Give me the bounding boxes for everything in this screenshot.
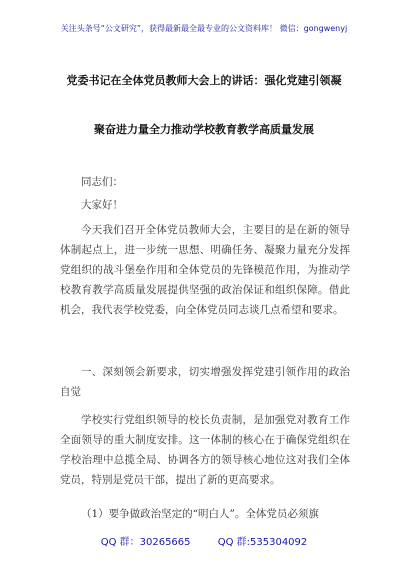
paragraph-leadership-system: 学校实行党组织领导的校长负责制，是加强党对教育工作全面领导的重大制度安排。这一体制的核心在于确保党组织在学校治理中总揽全局、协调各方的领导核心地位这对我们全体党员，特别是党员干部，提出了新的更高要求。	[60, 414, 350, 486]
header-promo-note: 关注头条号“公文研究”，获得最新最全最专业的公文资料库！ 微信：gongwenyj	[60, 24, 348, 33]
footer-qq-group-2: QQ 群:535304092	[217, 537, 308, 548]
footer-qq-groups	[0, 533, 408, 548]
salutation-comrades: 同志们：	[81, 176, 123, 188]
paragraph-opening: 今天我们召开全体党员教师大会，主要目的是在新的领导体制起点上，进一步统一思想、明确任务、凝聚力量充分发挥党组织的战斗堡垒作用和全体党员的先锋模范作用，为推动学校教育教学高质量发展提供坚强的政治保证和组织保障。借此机会，我代表学校党委，向全体党员同志谈几点希望和要求。	[60, 224, 350, 316]
section-heading-1: 一、深刻领会新要求，切实增强发挥党建引领作用的政治自觉	[60, 366, 350, 398]
paragraph-point-1: （1）要争做政治坚定的“明白人”。全体党员必须旗	[81, 508, 319, 520]
footer-qq-group-1: QQ 群：30265665	[100, 537, 191, 548]
salutation-everyone: 大家好！	[81, 199, 123, 211]
document-title-line-2: 聚奋进力量全力推动学校教育教学高质量发展	[94, 123, 314, 136]
document-title-line-1: 党委书记在全体党员教师大会上的讲话：强化党建引领凝	[66, 74, 342, 87]
